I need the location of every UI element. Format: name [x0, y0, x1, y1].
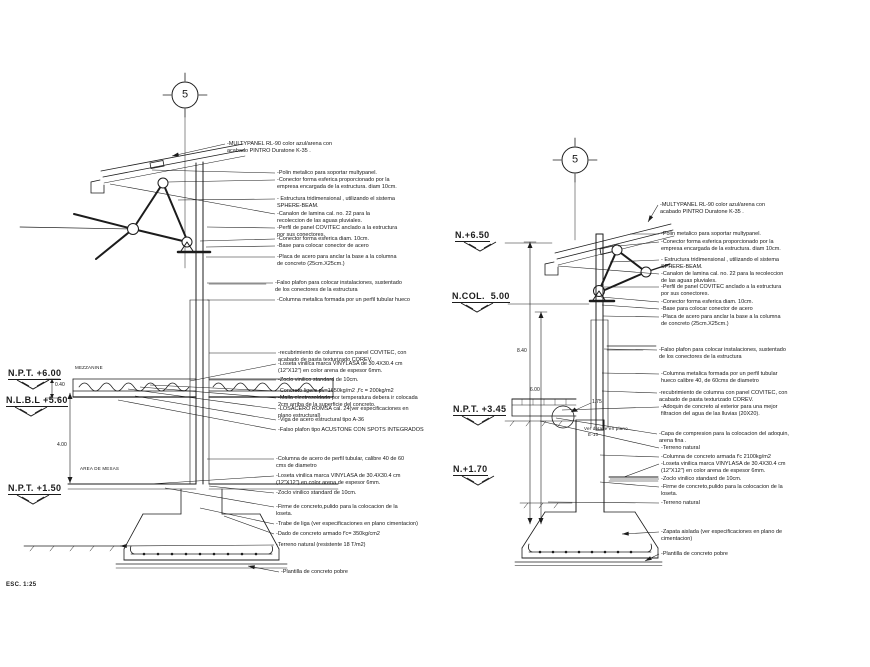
annotation-note: -Columna de concreto armada f'c 2100kg/m2: [661, 454, 771, 460]
drawing-label: Ver detalle en plano: [584, 426, 628, 431]
leader-arrowhead: [248, 565, 255, 569]
level-label: N.P.T. +6.00: [8, 368, 62, 378]
annotation-note: -Concreto ligero pv=1650kg/m2 ,f'c = 200kg/m2: [278, 388, 394, 394]
annotation-note: -Adoquin de concreto al exterior para una mejor filtracion del agua de las lluvias (20X20).: [661, 404, 778, 417]
grid-bubble-number: 5: [571, 153, 579, 166]
annotation-note: -Conector forma esferica proporcionado por la empresa encargada de la estructura. diam 10cm.: [661, 239, 781, 252]
drawing-label: MEZZANINE: [75, 365, 103, 370]
dimension-label: 8.40: [517, 348, 527, 354]
annotation-note: -Loseta vinilica marca VINYLASA de 30.4X30.4 cm (12"X12") en color arena de espesor 6mm.: [661, 461, 786, 474]
level-label: N.+6.50: [455, 230, 490, 240]
annotation-note: -Zoclo vinilico standard de 10cm.: [661, 476, 742, 482]
dimension-label: 0.40: [55, 382, 65, 388]
dimension-label: 6.00: [530, 387, 540, 393]
dimension-label: 4.00: [57, 442, 67, 448]
level-label: N.P.T. +3.45: [453, 404, 507, 414]
annotation-note: -Canalon de lamina cal. no. 22 para la recoleccion de las aguas pluviales.: [277, 211, 370, 224]
level-label: N.+1.70: [453, 464, 488, 474]
level-label: N.COL. 5.00: [452, 291, 510, 301]
annotation-note: -Falso plafon para colocar instalaciones, sustentado de los conectores de la estructura: [659, 347, 786, 360]
annotation-note: -Trabe de liga (ver especificaciones en plano cimentacion): [276, 521, 418, 527]
annotation-note: -Loseta vinilica marca VINYLASA de 30.4X30.4 cm (12"X12") en color arena de espesor 6mm.: [276, 473, 401, 486]
grid-bubble-number: 5: [181, 88, 189, 101]
annotation-note: -Zapata aislada (ver especificaciones en plano de cimentacion): [661, 529, 783, 542]
level-label: N.L.B.L +5.60: [6, 395, 68, 405]
annotation-note: -Capa de compresion para la colocacion del adoquin, arena fina .: [659, 431, 789, 444]
annotation-note: -Loseta vinilica marca VINYLASA de 30.4X30.4 cm (12"X12") en color arena de espesor 6mm.: [278, 361, 403, 374]
annotation-note: -Columna metalica formada por un perfil tubular hueco calibre 40, de 60cms de diametro: [661, 371, 778, 384]
annotation-note: -Conector forma esferica diam. 10cm.: [277, 236, 370, 242]
annotation-note: -Perfil de panel COVITEC anclado a la estructura por sus conectores.: [661, 284, 782, 297]
annotation-note: -Firme de concreto,pulido para la colocacion de la loseta.: [276, 504, 398, 517]
leader-arrowhead: [120, 544, 127, 548]
scale-label: ESC. 1:25: [6, 582, 37, 588]
annotation-note: -Terreno natural: [661, 445, 700, 451]
leader-arrowhead: [645, 556, 652, 561]
drawing-label: E-10: [588, 432, 599, 437]
leader-arrowhead: [622, 532, 629, 536]
annotation-note: -Dado de concreto armado f'c= 350kg/cm2: [276, 531, 380, 537]
annotation-note: -LOSACERO ROMSA cal. 24(ver especificaciones en plano estructural): [278, 406, 409, 419]
annotation-note: -Plantilla de concreto pobre: [281, 569, 348, 575]
annotation-note: -Base para colocar conector de acero: [277, 243, 369, 249]
annotation-note: -Conector forma esferica proporcionado por la empresa encargada de la estructura. diam 10cm.: [277, 177, 397, 190]
annotation-note: -recubrimiento de columna con panel COVITEC, con acabado de pasta texturizado COREV.: [278, 350, 407, 363]
annotation-note: -Polin metalico para soportar multypanel.: [277, 170, 377, 176]
annotation-note: -Falso plafon tipo ACUSTONE CON SPOTS INTEGRADOS: [278, 427, 424, 433]
annotation-note: - Estructura tridimensional , utilizando el sistema SPHERE-BEAM.: [661, 257, 779, 270]
dimension-label: 1.75: [592, 399, 602, 405]
level-label: N.P.T. +1.50: [8, 483, 62, 493]
annotation-note: -Perfil de panel COVITEC anclado a la estructura por sus conectores.: [277, 225, 398, 238]
annotation-note: -MULTYPANEL RL-90 color azul/arena con acabado PINTRO Duratone K-35 .: [660, 202, 766, 215]
annotation-note: - Estructura tridimensional , utilizando el sistema SPHERE-BEAM.: [277, 196, 395, 209]
annotation-note: -Viga de acero estructural tipo A-36: [278, 417, 365, 423]
annotation-note: -Terreno natural (resistente 18 T/m2): [276, 542, 366, 548]
leader-arrowhead: [172, 153, 179, 157]
annotation-note: -Plantilla de concreto pobre: [661, 551, 728, 557]
annotation-note: -Columna metalica formada por un perfil tubular hueco: [277, 297, 410, 303]
annotation-note: -Conector forma esferica diam. 10cm.: [661, 299, 754, 305]
annotation-note: -Zoclo vinilico standard de 10cm.: [278, 377, 359, 383]
annotation-note: -Malla electrosoldada por temperatura debera ir colocada 2cm arriba de la superficie del concreto.: [278, 395, 418, 408]
annotation-note: -Canalon de lamina cal. no. 22 para la recoleccion de las aguas pluviales.: [661, 271, 784, 284]
annotation-note: -Firme de concreto,pulido para la colocacion de la loseta.: [661, 484, 783, 497]
annotation-note: -Terreno natural: [661, 500, 700, 506]
leader-arrowhead: [648, 215, 653, 222]
annotation-note: -recubrimiento de columna con panel COVITEC, con acabado de pasta texturizado COREV.: [659, 390, 788, 403]
annotation-note: -Base para colocar conector de acero: [661, 306, 753, 312]
annotation-note: -MULTYPANEL RL-90 color azul/arena con acabado PINTRO Duratone K-35 .: [227, 141, 333, 154]
annotation-note: -Placa de acero para anclar la base a la columna de concreto (25cm.X25cm.): [661, 314, 781, 327]
annotation-note: -Falso plafon para colocar instalaciones, sustentado de los conectores de la estructura: [275, 280, 402, 293]
annotation-note: -Zoclo vinilico standard de 10cm.: [276, 490, 357, 496]
drawing-label: AREA DE MESAS: [80, 466, 120, 471]
annotation-note: -Placa de acero para anclar la base a la columna de concreto (25cm.X25cm.): [277, 254, 397, 267]
annotation-note: -Columna de acero de perfil tubular, calibre 40 de 60 cms de diametro: [276, 456, 405, 469]
annotation-note: -Polin metalico para soportar multypanel.: [661, 231, 761, 237]
